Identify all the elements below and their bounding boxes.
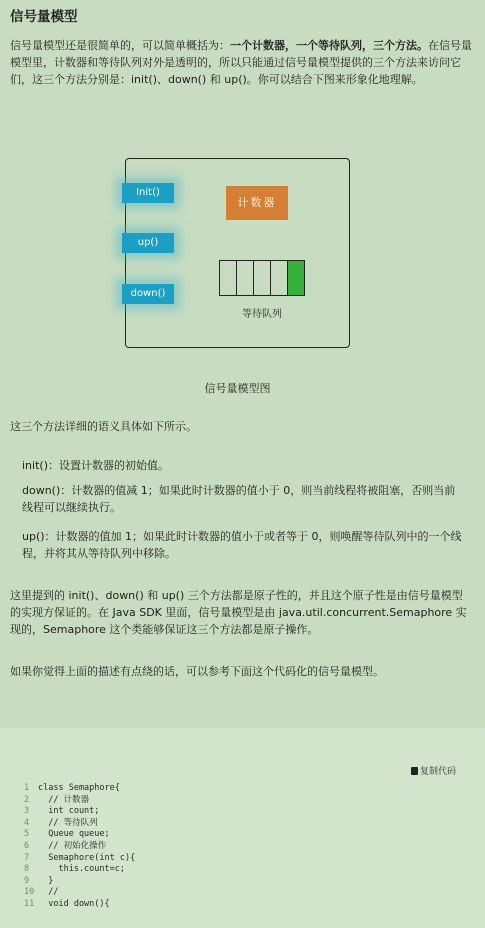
code-line [24,853,135,865]
code-line [24,864,135,876]
figure-caption: 信号量模型图 [204,382,271,395]
copy-icon [411,767,418,775]
line-number: 5 [24,829,30,840]
counter-box: 计数器 [226,186,288,220]
code-text: int count; [38,806,100,817]
queue-cell [220,261,237,295]
code-text: this.count=c; [38,864,125,875]
code-line [24,841,135,853]
line-number: 9 [24,875,30,886]
line-number: 2 [24,794,30,805]
up-method-box: up() [122,233,174,253]
code-line [24,876,135,888]
code-text: Semaphore(int c){ [38,852,136,863]
code-intro: 如果你觉得上面的描述有点绕的话，可以参考下面这个代码化的信号量模型。 [10,665,384,678]
code-text: // 计数器 [38,794,90,805]
down-method-box: down() [122,284,174,304]
line-number: 11 [24,898,35,909]
line-number: 7 [24,852,30,863]
code-block [0,728,485,928]
section-title: 信号量模型 [10,9,78,25]
queue-cell-filled [288,261,304,295]
code-text: } [38,875,54,886]
queue-cell [271,261,288,295]
code-line [24,818,135,830]
code-line [24,887,135,899]
code-lines [24,783,135,911]
semantics-intro: 这三个方法详细的语义具体如下所示。 [10,420,197,433]
copy-code-label: 复制代码 [419,767,456,777]
copy-code-button[interactable] [411,764,456,777]
wait-queue [219,260,305,296]
code-text: Queue queue; [38,829,110,840]
queue-label: 等待队列 [242,309,282,320]
code-text: class Semaphore{ [38,783,120,793]
code-line [24,795,135,807]
init-method-box: Init() [122,183,174,203]
code-text: // 初始化操作 [38,840,107,851]
code-text: // 等待队列 [38,817,98,828]
code-text: // [38,887,59,898]
code-line [24,829,135,841]
line-number: 3 [24,806,30,817]
intro-paragraph: 信号量模型还是很简单的，可以简单概括为：一个计数器，一个等待队列，三个方法。在信号量模型里，计数器和等待队列对外是透明的，所以只能通过信号量模型提供的三个方法来访问它们，这三个方法分别是：init()、down() 和 up()。你可以结合下图来形象化地理解。 [10,39,472,86]
list-item-init: init()：设置计数器的初始值。 [22,459,169,472]
list-item-down: down()：计数器的值减 1；如果此时计数器的值小于 0，则当前线程将被阻塞，否则当前线程可以继续执行。 [22,484,456,514]
line-number: 1 [24,783,30,793]
list-item-up: up()：计数器的值加 1；如果此时计数器的值小于或者等于 0，则唤醒等待队列中的一个线程，并将其从等待队列中移除。 [22,530,462,560]
code-line [24,806,135,818]
line-number: 10 [24,887,35,898]
code-line [24,783,135,795]
line-number: 8 [24,864,30,875]
queue-cell [254,261,271,295]
line-number: 4 [24,817,30,828]
code-line [24,899,135,911]
queue-cell [237,261,254,295]
atomic-paragraph: 这里提到的 init()、down() 和 up() 三个方法都是原子性的，并且这个原子性是由信号量模型的实现方保证的。在 Java SDK 里面，信号量模型是由 java.util.concurrent.Semaphore 实现的，Semaphore 这个类能够保证这三个方法都是原子操作。 [10,589,467,636]
code-text: void down(){ [38,898,110,909]
line-number: 6 [24,840,30,851]
